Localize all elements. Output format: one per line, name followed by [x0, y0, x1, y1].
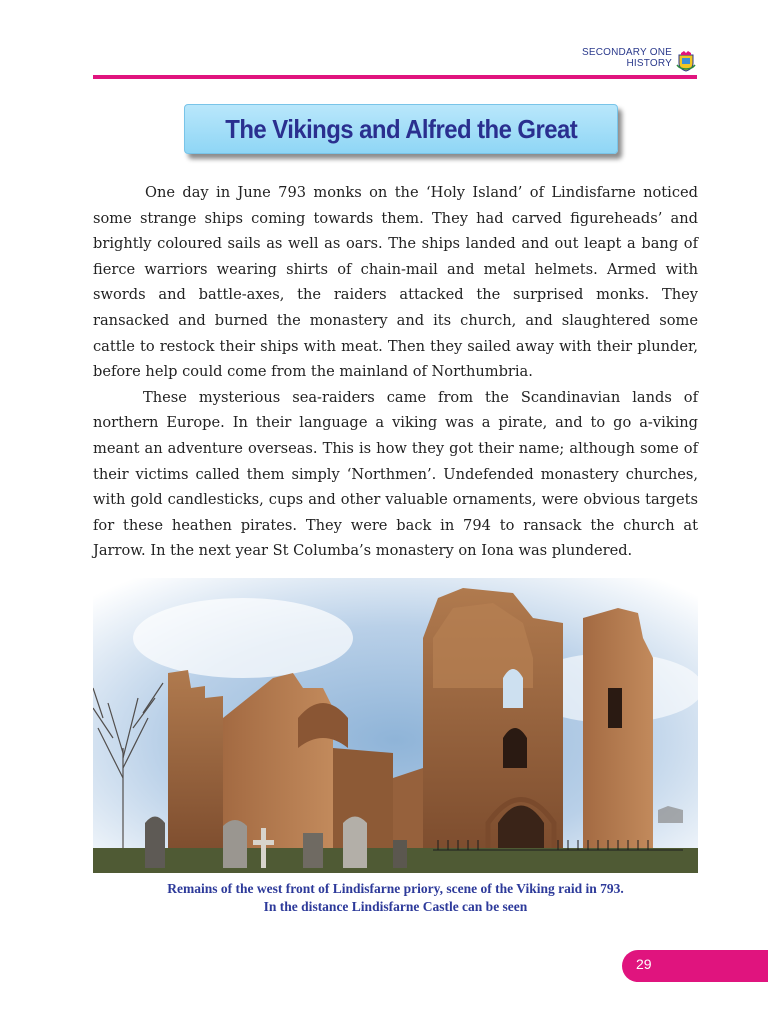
- caption-line1: Remains of the west front of Lindisfarne priory, scene of the Viking raid in 793.: [167, 881, 624, 896]
- figure-caption: [93, 880, 698, 916]
- caption-line2: In the distance Lindisfarne Castle can be seen: [263, 899, 528, 914]
- header-label: [582, 47, 672, 69]
- paragraph: These mysterious sea-raiders came from the Scandinavian lands of northern Europe. In their language a viking was a pirate, and to go a-viking meant an adventure overseas. This is how they got their name; although some of their victims called them simply ‘Northmen’. Undefended monastery churches, with gold candlesticks, cups and other valuable ornaments, were obvious targets for these heathen pirates. They were back in 794 to ransack the church at Jarrow. In the next year St Columba’s monastery on Iona was plundered.: [93, 388, 698, 560]
- page-title: The Vikings and Alfred the Great: [225, 113, 577, 144]
- header-subject-line2: HISTORY: [626, 58, 672, 69]
- title-banner: [184, 104, 618, 154]
- priory-ruins-photo: [93, 578, 698, 873]
- school-crest-icon: [676, 50, 696, 72]
- body-text: [93, 180, 698, 564]
- header-subject-line1: SECONDARY ONE: [581, 47, 672, 58]
- paragraph: One day in June 793 monks on the ‘Holy Island’ of Lindisfarne noticed some strange ships coming towards them. They had carved figureheads’ and brightly coloured sails as well as oars. The ships landed and out leapt a bang of fierce warriors wearing shirts of chain-mail and metal helmets. Armed with swords and battle-axes, the raiders attacked the surprised monks. They ransacked and burned the monastery and its church, and slaughtered some cattle to restock their ships with meat. Then they sailed away with their plunder, before help could come from the mainland of Northumbria.: [93, 184, 698, 381]
- page-number: 29: [636, 956, 652, 972]
- header-rule: [93, 75, 697, 79]
